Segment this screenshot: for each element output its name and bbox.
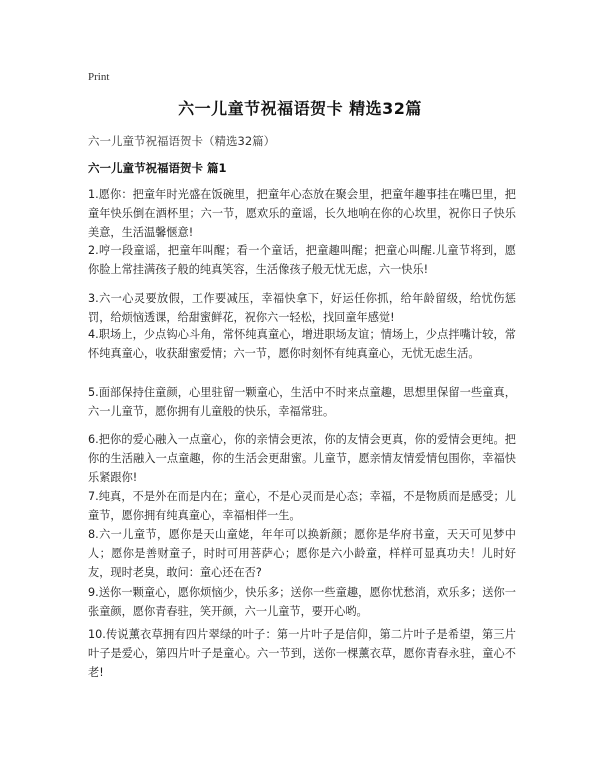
paragraph: 7.纯真，不是外在而是内在；童心，不是心灵而是心态；幸福，不是物质而是感受；儿童节，愿你拥有纯真童心，幸福相伴一生。 — [88, 490, 516, 522]
page-title: 六一儿童节祝福语贺卡 精选32篇 — [178, 99, 422, 118]
document-subtitle: 六一儿童节祝福语贺卡（精选32篇） — [88, 134, 276, 148]
paragraph: 1.愿你：把童年时光盛在饭碗里，把童年心态放在聚会里，把童年趣事挂在嘴巴里，把童年快乐倒在酒杯里；六一节，愿欢乐的童谣，长久地响在你的心坎里，祝你日子快乐美意，生活温馨惬意! — [88, 188, 516, 239]
paragraph: 5.面部保持住童颜，心里驻留一颗童心，生活中不时来点童趣，思想里保留一些童真，六一儿童节，愿你拥有儿童般的快乐，幸福常驻。 — [88, 386, 516, 418]
paragraph: 10.传说薰衣草拥有四片翠绿的叶子：第一片叶子是信仰，第二片叶子是希望，第三片叶子是爱心，第四片叶子是童心。六一节到，送你一棵薰衣草，愿你青春永驻，童心不老! — [88, 628, 516, 679]
print-label: Print — [88, 71, 110, 83]
paragraph: 6.把你的爱心融入一点童心，你的亲情会更浓，你的友情会更真，你的爱情会更纯。把你的生活融入一点童趣，你的生活会更甜蜜。儿童节，愿亲情友情爱情包围你，幸福快乐紧跟你! — [88, 433, 516, 484]
paragraph: 9.送你一颗童心，愿你烦恼少，快乐多；送你一些童趣，愿你忧愁消，欢乐多；送你一张童颜，愿你青春驻，笑开颜，六一儿童节，要开心哟。 — [88, 586, 516, 618]
paragraph: 4.职场上，少点钩心斗角，常怀纯真童心，增进职场友谊；情场上，少点拌嘴计较，常怀纯真童心，收获甜蜜爱情；六一节，愿你时刻怀有纯真童心，无忧无虑生活。 — [88, 328, 516, 360]
paragraph: 8.六一儿童节，愿你是天山童姥，年年可以换新颜；愿你是华府书童，天天可见梦中人；愿你是善财童子，时时可用菩萨心；愿你是六小龄童，样样可显真功夫！儿时好友，现时老臭，敢问：童心还在否? — [88, 528, 516, 579]
paragraph: 2.哼一段童谣，把童年叫醒；看一个童话，把童趣叫醒；把童心叫醒.儿童节将到，愿你脸上常挂满孩子般的纯真笑容，生活像孩子般无忧无虑，六一快乐! — [88, 244, 516, 276]
section-heading: 六一儿童节祝福语贺卡 篇1 — [88, 161, 227, 175]
paragraph: 3.六一心灵要放假，工作要减压，幸福快拿下，好运任你抓，给年龄留级，给忧伤惩罚，给烦恼透课，给甜蜜鲜花，祝你六一轻松，找回童年感觉! — [88, 292, 516, 324]
